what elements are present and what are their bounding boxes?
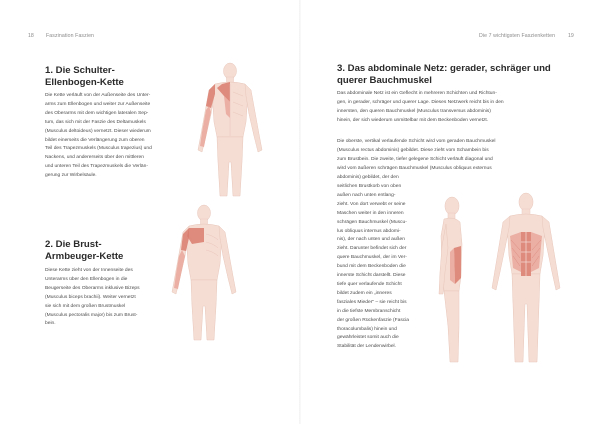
page-number-left: 18 [28, 33, 34, 39]
running-head-right: Die 7 wichtigsten Faszienketten [479, 33, 556, 39]
section3-para1: Das abdominale Netz ist ein Geflecht in mehreren Schichten und Richtun- gen, in gerader, schräger und querer Lage. Dieses Netzwerk reicht bis in den innersten, den queren Bauchmuskel (Musculus transversus abdominis) hinein, der sich wiederum unmittelbar mit dem Beckenboden vernetzt. [337, 91, 504, 123]
running-head-left: Faszination Faszien [46, 33, 95, 39]
figure-abdominal-front-view [480, 192, 572, 366]
section3-para2-wide: Die oberste, vertikal verlaufende Schicht wird vom geraden Bauchmuskel (Musculus rectus abdominis) gebildet. Diese zieht vom Schambein bis zum Brustbein. Die zweite, tiefer gelegene Schicht verläuft diagonal und wird vom äußeren schrägen Bauchmuskel (Musculus obliquus externus abdominis) gebildet, der den [337, 139, 496, 180]
section2-body: Diese Kette zieht von der Innenseite des Unterarms über den Ellenbogen in die Beugerseite des Oberarms inklusive Bizeps (Musculus biceps brachii). Weiter vernetzt sie sich mit dem großen Brustmuskel (Musculus pectoralis major) bis zum Brust- bein. [45, 268, 140, 327]
section3-para2-narrow: seitlichen Brustkorb von oben außen nach unten entlang- zieht. Von dort verwebt er seine Maschen weiter in den inneren schrägen Bauchmuskel (Muscu- lus obliquus internus abdomi- nis), der nach unten und außen zieht. Darunter befindet sich der quere Bauchmuskel, der im Ver- bund mit dem Beckenboden die innerste Schicht darstellt. Diese tiefe quer verlaufende Schicht bildet zudem ein „inneres fasziales Mieder“ – sie reicht bis in die tiefste Membranschicht der großen Rückenfaszie (Fascia thoracolumbalis) hinein und gewährleistet somit auch die Stabilität der Lendenwirbel. [337, 184, 410, 350]
body-silhouette-front-abdominal [492, 193, 560, 362]
section2-heading: 2. Die Brust- Armbeuger-Kette [45, 239, 124, 262]
page-gutter [299, 0, 301, 424]
section1-body: Die Kette verläuft von der Außenseite des Unter- arms zum Ellenbogen und weiter zur Außenseite des Oberarms mit dem wichtigen lateralen Sep- tum, das sich mit der Faszie des Deltamuskels (Musculus deltoideus) vernetzt. Dieser wiederum bildet einerseits die Verlängerung zum oberen Teil des Trapezmuskels (Musculus trapezius) und Nackens, und andererseits über den mittleren und unteren Teil des Trapezmuskels die Verlän- gerung zur Wirbelsäule. [45, 93, 152, 179]
section3-heading: 3. Das abdominale Netz: gerader, schräger und querer Bauchmuskel [337, 63, 551, 86]
figure-shoulder-elbow-chain [188, 62, 272, 200]
figure-chest-arm-flexor-chain [162, 204, 246, 344]
figure-abdominal-side-view [432, 196, 472, 366]
page-number-right: 19 [568, 33, 574, 39]
section1-heading: 1. Die Schulter- Ellenbogen-Kette [45, 65, 124, 88]
body-silhouette-front [172, 205, 236, 340]
muscle-highlight-abdominal-side [450, 246, 461, 284]
